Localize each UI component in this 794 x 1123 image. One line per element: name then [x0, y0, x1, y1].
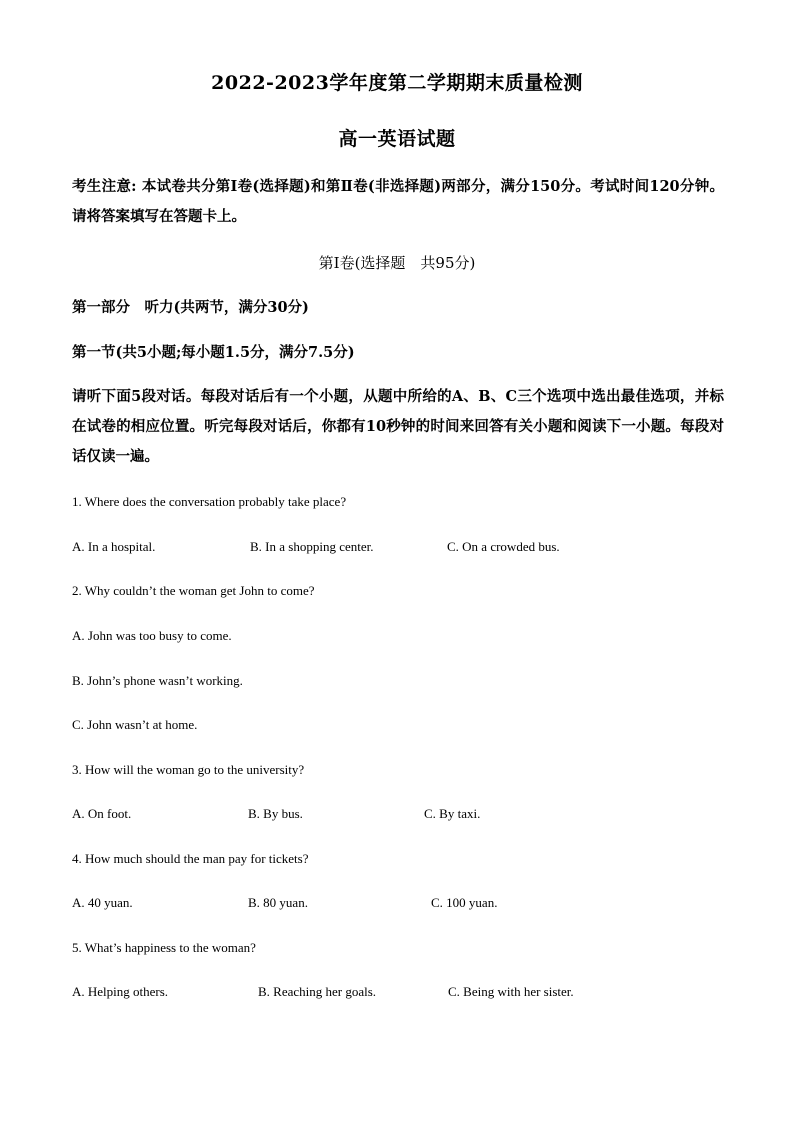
question-1-option-b: B. In a shopping center. — [250, 539, 374, 554]
listening-instructions: 请听下面5段对话。每段对话后有一个小题，从题中所给的A、B、C三个选项中选出最佳选项，并标在试卷的相应位置。听完每段对话后，你都有10秒钟的时间来回答有关小题和阅读下一小题。每段对话仅读一遍。 — [72, 388, 724, 465]
question-3-option-c: C. By taxi. — [424, 806, 481, 821]
question-1-option-c: C. On a crowded bus. — [447, 539, 560, 554]
question-5-option-c: C. Being with her sister. — [448, 984, 574, 999]
question-2-option-b: B. John’s phone wasn’t working. — [72, 673, 243, 688]
question-3-option-a: A. On foot. — [72, 806, 132, 821]
exam-subtitle: 高一英语试题 — [338, 128, 456, 150]
question-3-option-b: B. By bus. — [248, 806, 303, 821]
question-2-stem: 2. Why couldn’t the woman get John to come? — [72, 583, 315, 598]
question-5-option-a: A. Helping others. — [72, 984, 169, 999]
part-title: 第一部分 听力(共两节，满分30分) — [72, 299, 309, 316]
volume-title: 第Ⅰ卷(选择题 共95分) — [318, 254, 476, 272]
question-4-option-b: B. 80 yuan. — [248, 895, 308, 910]
exam-title: 2022-2023学年度第二学期期末质量检测 — [211, 72, 583, 94]
question-5-stem: 5. What’s happiness to the woman? — [72, 940, 256, 955]
question-1-option-a: A. In a hospital. — [72, 539, 156, 554]
question-1-stem: 1. Where does the conversation probably take place? — [72, 494, 347, 509]
question-5-option-b: B. Reaching her goals. — [258, 984, 377, 999]
question-2-option-c: C. John wasn’t at home. — [72, 717, 198, 732]
question-2-option-a: A. John was too busy to come. — [72, 628, 232, 643]
question-4-option-a: A. 40 yuan. — [72, 895, 133, 910]
subsection-title: 第一节(共5小题;每小题1.5分，满分7.5分) — [72, 344, 355, 361]
question-4-option-c: C. 100 yuan. — [431, 895, 498, 910]
question-4-stem: 4. How much should the man pay for tickets? — [72, 851, 309, 866]
question-3-stem: 3. How will the woman go to the university? — [72, 762, 305, 777]
candidate-notice: 考生注意: 本试卷共分第Ⅰ卷(选择题)和第Ⅱ卷(非选择题)两部分，满分150分。考试时间120分钟。请将答案填写在答题卡上。 — [72, 178, 724, 225]
